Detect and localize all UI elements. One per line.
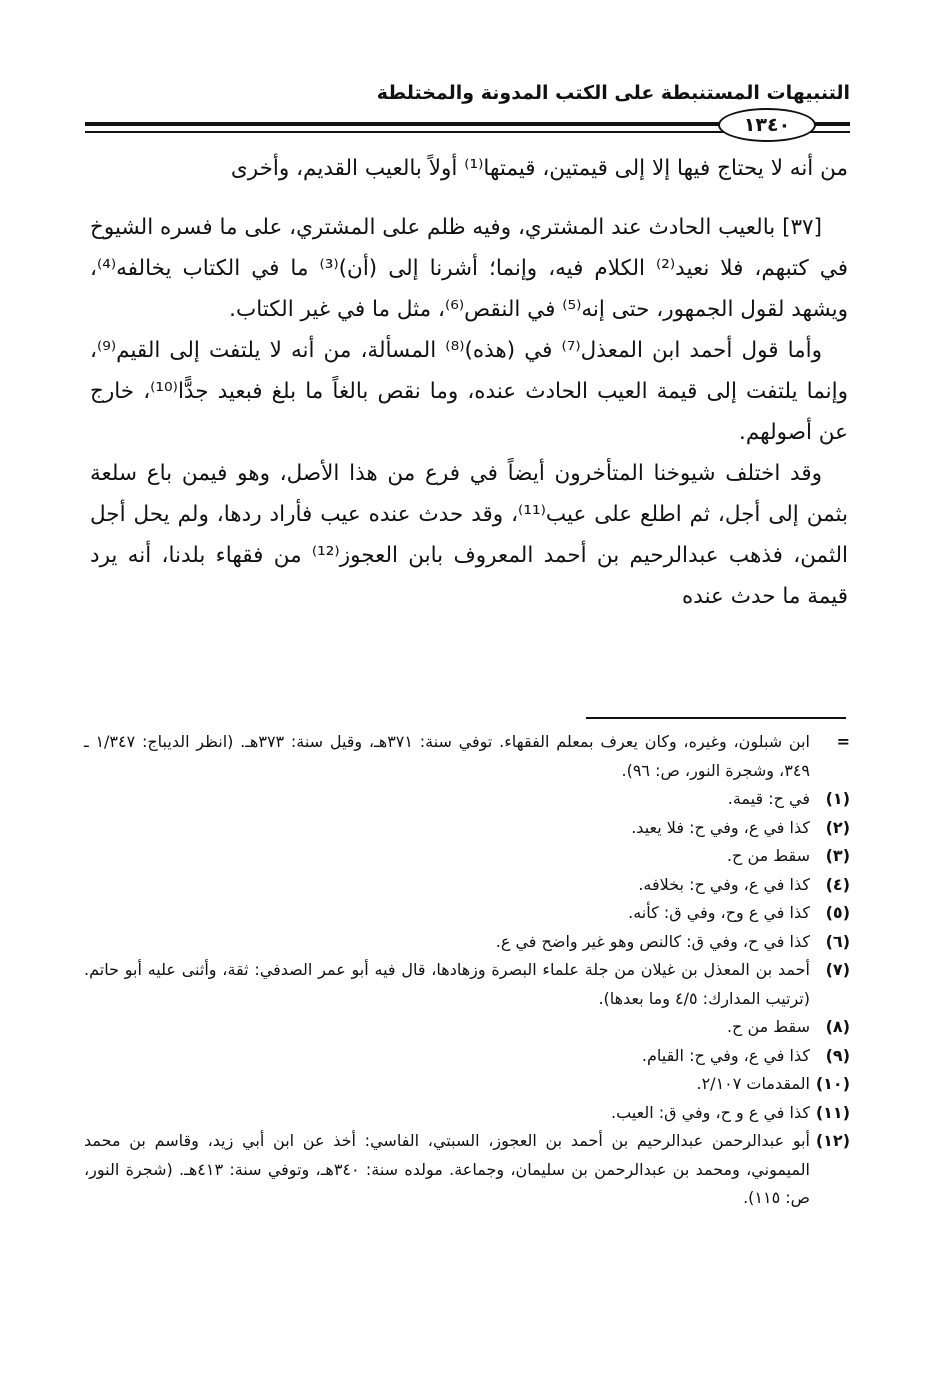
footnote-item: [84, 728, 850, 785]
footnote-item: [84, 1070, 850, 1099]
paragraph-ibn-almuadhal: وأما قول أحمد ابن المعذل⁽⁷⁾ في (هذه)⁽⁸⁾ المسألة، من أنه لا يلتفت إلى القيم⁽⁹⁾، وإنما يلتفت إلى قيمة العيب الحادث عنده، وما نقص بالغاً ما بلغ فبعيد جدًّا⁽¹⁰⁾، خارج عن أصولهم.: [90, 338, 848, 445]
main-text: [90, 148, 848, 617]
footnote-text: أبو عبدالرحمن عبدالرحيم بن أحمد بن العجوز، السبتي، الفاسي: أخذ عن ابن أبي زيد، وقاسم بن محمد الميموني، ومحمد بن عبدالرحمن بن سليمان، وجماعة. مولده سنة: ٣٤٠هـ، وتوفي سنة: ٤١٣هـ. (شجرة النور، ص: ١١٥).: [84, 1131, 810, 1207]
footnote-number: (٣): [825, 846, 850, 865]
paragraph-continuation: من أنه لا يحتاج فيها إلا إلى قيمتين، قيمتها⁽¹⁾ أولاً بالعيب القديم، وأخرى: [230, 156, 848, 181]
footnote-number: (١٢): [815, 1131, 850, 1150]
footnote-item: [84, 842, 850, 871]
footnote-number: (٨): [825, 1017, 850, 1036]
footnote-text: كذا في ع، وفي ح: القيام.: [641, 1045, 810, 1065]
footnote-text: ابن شبلون، وغيره، وكان يعرف بمعلم الفقهاء. توفي سنة: ٣٧١هـ، وقيل سنة: ٣٧٣هـ. (انظر الديباج: ١/٣٤٧ ـ ٣٤٩، وشجرة النور، ص: ٩٦).: [84, 732, 810, 780]
footnote-text: في ح: قيمة.: [727, 789, 810, 808]
footnote-item: [84, 785, 850, 814]
footnote-text: كذا في ع، وفي ح: بخلافه.: [638, 874, 810, 894]
footnote-item: [84, 814, 850, 843]
footnote-separator: [586, 717, 846, 719]
footnote-number: (٧): [825, 960, 850, 979]
page-number-badge: [718, 108, 816, 142]
footnote-number: (٥): [825, 903, 850, 922]
footnote-number: (٢): [825, 817, 850, 837]
footnote-item: [84, 871, 850, 900]
footnote-text: سقط من ح.: [726, 1017, 810, 1036]
footnote-text: المقدمات ٢/١٠٧.: [696, 1074, 810, 1093]
footnote-text: كذا في ع و ح، وفي ق: العيب.: [611, 1102, 810, 1122]
page-number: ١٣٤٠: [743, 114, 791, 136]
footnote-item: [84, 1013, 850, 1042]
footnotes: [84, 728, 850, 1213]
footnote-item: [84, 956, 850, 1013]
footnote-number: (٦): [825, 931, 850, 951]
footnote-number: =: [836, 732, 850, 751]
footnote-item: [84, 1042, 850, 1071]
footnote-item: [84, 1099, 850, 1128]
footnote-number: (١): [825, 789, 850, 808]
paragraph-section-37: [٣٧] بالعيب الحادث عند المشتري، وفيه ظلم على المشتري، على ما فسره الشيوخ في كتبهم، فلا نعيد⁽²⁾ الكلام فيه، وإنما؛ أشرنا إلى (أن)⁽³⁾ ما في الكتاب يخالفه⁽⁴⁾، ويشهد لقول الجمهور، حتى إنه⁽⁵⁾ في النقص⁽⁶⁾، مثل ما في غير الكتاب.: [90, 215, 848, 322]
footnote-number: (١١): [815, 1102, 850, 1122]
footnote-text: أحمد بن المعذل بن غيلان من جلة علماء البصرة وزهادها، قال فيه أبو عمر الصدفي: ثقة، وأثنى عليه أبو حاتم. (ترتيب المدارك: ٤/٥ وما بعدها).: [84, 960, 810, 1008]
footnote-number: (٤): [825, 874, 850, 894]
footnote-text: سقط من ح.: [726, 846, 810, 865]
footnote-item: [84, 1127, 850, 1213]
footnote-text: كذا في ع، وفي ح: فلا يعيد.: [631, 817, 810, 837]
footnote-text: كذا في ع وح، وفي ق: كأنه.: [628, 903, 810, 922]
paragraph-later-shuyukh: وقد اختلف شيوخنا المتأخرون أيضاً في فرع من هذا الأصل، وهو فيمن باع سلعة بثمن إلى أجل، ثم اطلع على عيب⁽¹¹⁾، وقد حدث عنده عيب فأراد ردها، ولم يحل أجل الثمن، فذهب عبدالرحيم بن أحمد المعروف بابن العجوز⁽¹²⁾ من فقهاء بلدنا، أنه يرد قيمة ما حدث عنده: [90, 461, 849, 609]
footnote-item: [84, 928, 850, 957]
running-header-title: التنبيهات المستنبطة على الكتب المدونة والمختلطة: [376, 82, 850, 104]
footnote-text: كذا في ح، وفي ق: كالنص وهو غير واضح في ع.: [495, 931, 810, 951]
footnote-number: (١٠): [815, 1074, 850, 1093]
footnote-item: [84, 899, 850, 928]
footnote-number: (٩): [825, 1045, 850, 1065]
